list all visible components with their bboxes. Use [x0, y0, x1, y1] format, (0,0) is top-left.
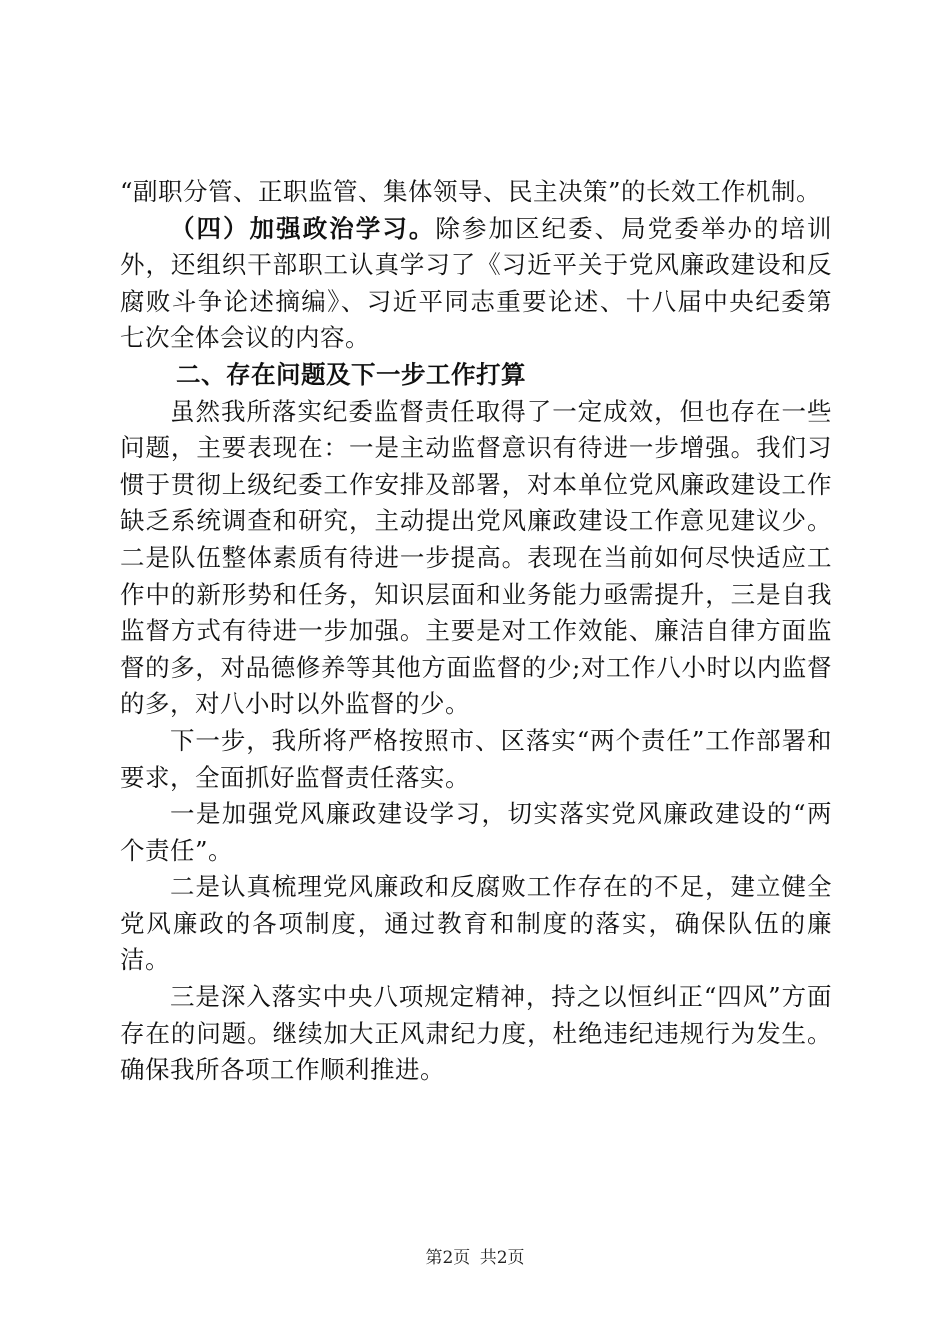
document-body — [120, 174, 832, 1089]
paragraph-continuation: “副职分管、正职监管、集体领导、民主决策”的长效工作机制。 — [120, 177, 822, 206]
section-lead-political-study: （四）加强政治学习。 — [170, 213, 436, 243]
paragraph-item-one: 一是加强党风廉政建设学习，切实落实党风廉政建设的“两个责任”。 — [120, 799, 832, 865]
paragraph-next-steps: 下一步，我所将严格按照市、区落实“两个责任”工作部署和要求，全面抓好监督责任落实。 — [120, 725, 832, 792]
paragraph-political-study-body: 除参加区纪委、局党委举办的培训外，还组织干部职工认真学习了《习近平关于党风廉政建设和反腐败斗争论述摘编》、习近平同志重要论述、十八届中央纪委第七次全体会议的内容。 — [120, 213, 833, 353]
paragraph-item-two: 二是认真梳理党风廉政和反腐败工作存在的不足，建立健全党风廉政的各项制度，通过教育和制度的落实，确保队伍的廉洁。 — [120, 872, 832, 975]
paragraph-item-three: 三是深入落实中央八项规定精神，持之以恒纠正“四风”方面存在的问题。继续加大正风肃纪力度，杜绝违纪违规行为发生。确保我所各项工作顺利推进。 — [120, 982, 832, 1085]
paragraph-political-study — [120, 211, 832, 357]
paragraph-problems: 虽然我所落实纪委监督责任取得了一定成效，但也存在一些问题，主要表现在：一是主动监督意识有待进一步增强。我们习惯于贯彻上级纪委工作安排及部署，对本单位党风廉政建设工作缺乏系统调查和研究，主动提出党风廉政建设工作意见建议少。二是队伍整体素质有待进一步提高。表现在当前如何尽快适应工作中的新形势和任务，知识层面和业务能力亟需提升，三是自我监督方式有待进一步加强。主要是对工作效能、廉洁自律方面监督的多，对品德修养等其他方面监督的少;对工作八小时以内监督的多，对八小时以外监督的少。 — [120, 396, 832, 719]
page-footer — [0, 1243, 950, 1268]
section-heading-problems: 二、存在问题及下一步工作打算 — [176, 359, 526, 389]
page-number: 第2页 — [425, 1248, 471, 1268]
page-total: 共2页 — [479, 1248, 525, 1268]
